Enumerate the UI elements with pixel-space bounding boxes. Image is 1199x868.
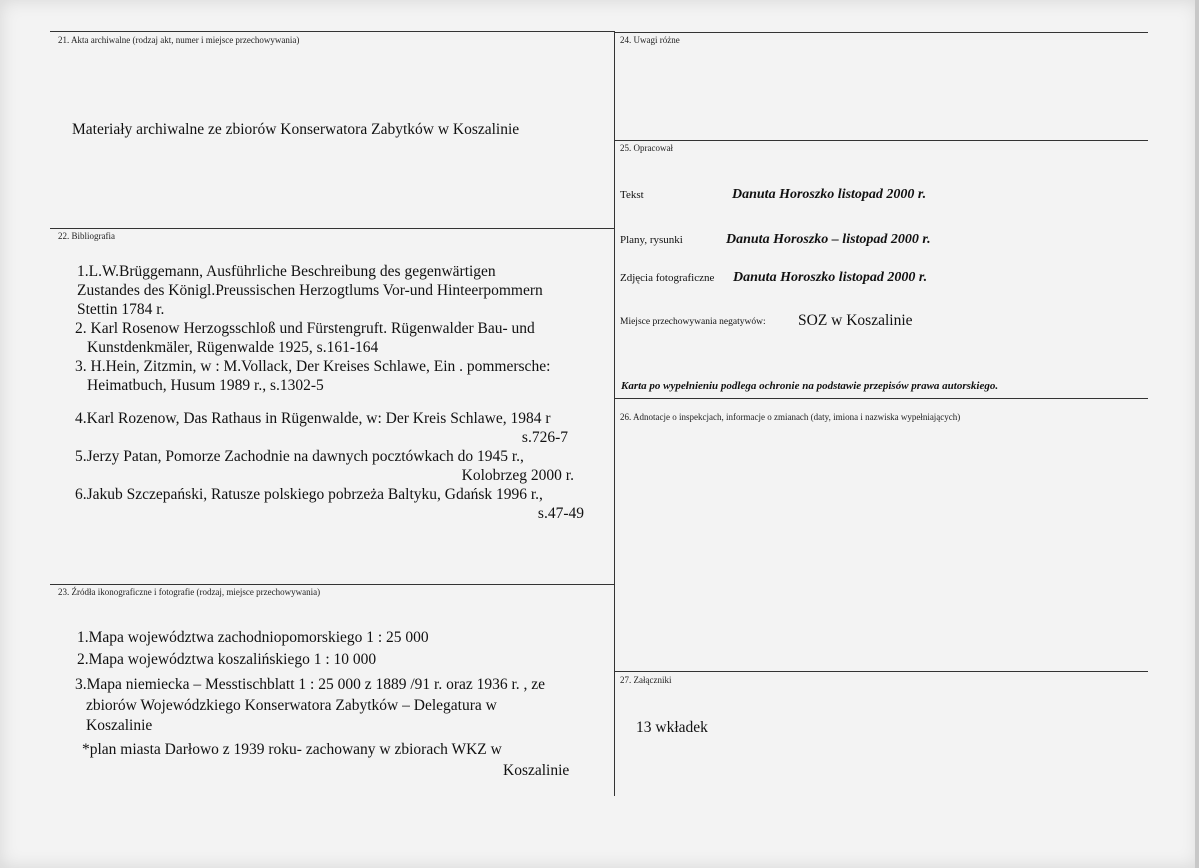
bib-line: 4.Karl Rozenow, Das Rathaus in Rügenwalde, w: Der Kreis Schlawe, 1984 r — [75, 410, 551, 427]
icon-source-line: 1.Mapa województwa zachodniopomorskiego 1 : 25 000 — [77, 629, 429, 646]
copyright-note: Karta po wypełnieniu podlega ochronie na podstawie przepisów prawa autorskiego. — [621, 380, 999, 392]
bib-line: Stettin 1784 r. — [77, 301, 165, 318]
icon-source-line: 3.Mapa niemiecka – Messtischblatt 1 : 25 000 z 1889 /91 r. oraz 1936 r. , ze — [75, 676, 546, 693]
rule-26 — [614, 398, 1148, 399]
section-26-label: 26. Adnotacje o inspekcjach, informacje o zmianach (daty, imiona i nazwiska wypełniających) — [620, 412, 961, 422]
attachments-value: 13 wkładek — [636, 719, 708, 736]
section-24-label: 24. Uwagi różne — [620, 35, 680, 45]
bib-line: s.726-7 — [521, 429, 568, 446]
bib-line: 5.Jerzy Patan, Pomorze Zachodnie na dawnych pocztówkach do 1945 r., — [75, 448, 524, 465]
zdjecia-label: Zdjęcia fotograficzne — [620, 272, 715, 284]
tekst-label: Tekst — [620, 189, 644, 201]
rule-25 — [614, 140, 1148, 141]
icon-source-line: 2.Mapa województwa koszalińskiego 1 : 10 000 — [77, 651, 377, 668]
miejsce-label: Miejsce przechowywania negatywów: — [620, 317, 766, 327]
bib-line: s.47-49 — [537, 505, 584, 522]
top-rule-left — [50, 31, 614, 32]
zdjecia-value: Danuta Horoszko listopad 2000 r. — [733, 270, 928, 285]
bib-line: 2. Karl Rosenow Herzogsschloß und Fürstengruft. Rügenwalder Bau- und — [75, 320, 535, 337]
card-edge — [1195, 0, 1199, 868]
section-21-text: Materiały archiwalne ze zbiorów Konserwatora Zabytków w Koszalinie — [72, 121, 520, 138]
top-rule-right — [614, 32, 1148, 33]
section-25-label: 25. Opracował — [620, 143, 673, 153]
bib-line: Kunstdenkmäler, Rügenwalde 1925, s.161-164 — [87, 339, 379, 356]
section-27-label: 27. Załączniki — [620, 675, 672, 685]
bib-line: 3. H.Hein, Zitzmin, w : M.Vollack, Der Kreises Schlawe, Ein . pommersche: — [75, 358, 551, 375]
bibliography-list — [62, 262, 592, 523]
icon-source-line: *plan miasta Darłowo z 1939 roku- zachowany w zbiorach WKZ w — [82, 741, 502, 758]
plany-value: Danuta Horoszko – listopad 2000 r. — [726, 232, 931, 247]
plany-label: Plany, rysunki — [620, 234, 683, 246]
bib-line: Heimatbuch, Husum 1989 r., s.1302-5 — [87, 377, 324, 394]
rule-23 — [50, 584, 614, 585]
bib-line: Kolobrzeg 2000 r. — [461, 467, 574, 484]
bib-line: 6.Jakub Szczepański, Ratusze polskiego pobrzeża Baltyku, Gdańsk 1996 r., — [75, 486, 543, 503]
center-divider — [614, 31, 615, 796]
bib-line: 1.L.W.Brüggemann, Ausführliche Beschreibung des gegenwärtigen — [77, 263, 496, 280]
icon-source-line: Koszalinie — [86, 717, 153, 734]
icon-source-line: Koszalinie — [503, 762, 570, 779]
icon-source-line: zbiorów Wojewódzkiego Konserwatora Zabytków – Delegatura w — [86, 697, 497, 714]
rule-22 — [50, 228, 614, 229]
section-22-label: 22. Bibliografia — [58, 231, 115, 241]
section-23-label: 23. Źródła ikonograficzne i fotografie (rodzaj, miejsce przechowywania) — [58, 587, 321, 597]
bib-line: Zustandes des Königl.Preussischen Herzogtlums Vor-und Hinteerpommern — [77, 282, 543, 299]
tekst-value: Danuta Horoszko listopad 2000 r. — [732, 187, 927, 202]
miejsce-value: SOZ w Koszalinie — [798, 312, 913, 329]
rule-27 — [614, 671, 1148, 672]
section-21-label: 21. Akta archiwalne (rodzaj akt, numer i miejsce przechowywania) — [58, 35, 300, 45]
